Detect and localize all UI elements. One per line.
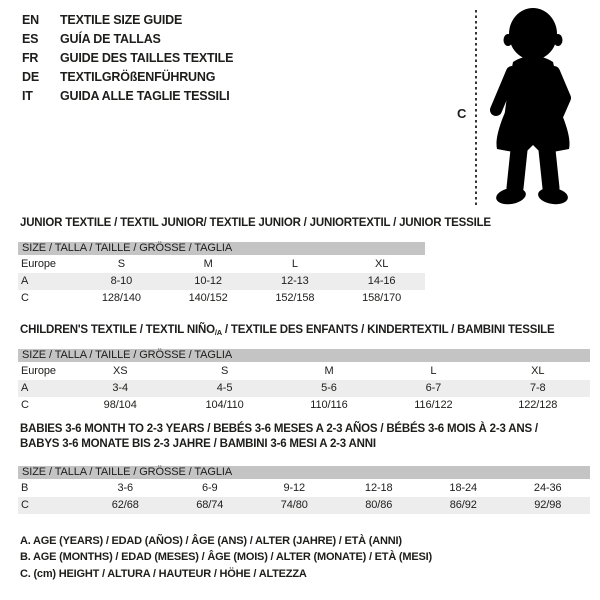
- table-cell: XL: [531, 365, 545, 378]
- table-cell: 3-4: [112, 382, 128, 394]
- table-cell: 86/92: [449, 499, 477, 511]
- table-row: [18, 380, 590, 397]
- table-cell: 9-12: [283, 482, 306, 495]
- table-cell: 5-6: [321, 382, 337, 394]
- language-row-en: [22, 11, 233, 30]
- table-row: [18, 290, 425, 307]
- table-cell: 18-24: [449, 482, 478, 495]
- table-cell: 158/170: [362, 292, 402, 304]
- language-code: EN: [22, 13, 39, 27]
- table-cell: 6-7: [425, 382, 442, 394]
- table-cell: XL: [374, 258, 389, 271]
- children-title-sub: /A: [214, 328, 222, 337]
- table-cell: S: [220, 365, 229, 378]
- table-cell: 12-13: [281, 275, 309, 287]
- size-header-bar: SIZE / TALLA / TAILLE / GRÖSSE / TAGLIA: [18, 466, 590, 480]
- table-row: [18, 363, 590, 380]
- table-row: [18, 273, 425, 290]
- children-title-pre: CHILDREN'S TEXTILE / TEXTIL NIÑO: [20, 324, 215, 336]
- babies-section-title: [20, 422, 538, 452]
- language-code: ES: [22, 32, 39, 46]
- size-header-row: [18, 349, 590, 363]
- language-row-it: [22, 87, 233, 106]
- table-cell: 3-6: [117, 482, 134, 495]
- table-row: [18, 256, 425, 273]
- row-label: A: [21, 275, 29, 287]
- language-code: FR: [22, 51, 39, 65]
- table-cell: 98/104: [103, 399, 137, 411]
- row-label: C: [21, 292, 29, 304]
- row-label: C: [21, 399, 29, 411]
- table-cell: 12-18: [364, 482, 393, 495]
- children-section-title: [20, 323, 554, 340]
- language-code: IT: [22, 89, 33, 103]
- table-cell: 68/74: [196, 499, 224, 511]
- size-header-row: [18, 466, 590, 480]
- language-label: GUIDE DES TAILLES TEXTILE: [60, 51, 234, 65]
- legend-line-b: B. AGE (MONTHS) / EDAD (MESES) / ÂGE (MOIS) / ALTER (MONATE) / ETÀ (MESI): [20, 551, 432, 564]
- table-cell: 104/110: [205, 399, 244, 411]
- table-cell: 140/152: [188, 292, 228, 304]
- language-list: [22, 11, 233, 106]
- babies-title-line1: BABIES 3-6 MONTH TO 2-3 YEARS / BEBÉS 3-6 MESES A 2-3 AÑOS / BÉBÉS 3-6 MOIS À 2-3 ANS /: [20, 423, 538, 435]
- table-cell: M: [324, 365, 334, 378]
- table-cell: XS: [112, 365, 128, 378]
- table-cell: 6-9: [201, 482, 218, 495]
- table-cell: 62/68: [111, 499, 139, 511]
- language-label: GUIDA ALLE TAGLIE TESSILI: [60, 89, 230, 103]
- size-header-bar: SIZE / TALLA / TAILLE / GRÖSSE / TAGLIA: [18, 349, 590, 363]
- language-code: DE: [22, 70, 39, 84]
- row-label: A: [21, 382, 29, 394]
- height-measure-label: C: [457, 106, 467, 121]
- language-row-fr: [22, 49, 233, 68]
- table-cell: 152/158: [275, 292, 315, 304]
- legend-line-c: C. (cm) HEIGHT / ALTURA / HAUTEUR / HÖHE / ALTEZZA: [20, 567, 307, 580]
- junior-size-table: [18, 242, 425, 307]
- table-cell: L: [291, 258, 298, 271]
- measurement-legend: [20, 533, 432, 582]
- table-cell: S: [117, 258, 125, 271]
- row-label: Europe: [21, 365, 56, 378]
- table-cell: 110/116: [310, 399, 348, 411]
- row-label: B: [21, 482, 29, 495]
- babies-size-table: [18, 466, 590, 514]
- language-label: TEXTILE SIZE GUIDE: [60, 13, 183, 27]
- table-cell: 24-36: [533, 482, 562, 495]
- table-cell: 80/86: [365, 499, 393, 511]
- row-label: C: [21, 499, 29, 511]
- junior-section-title: JUNIOR TEXTILE / TEXTIL JUNIOR/ TEXTILE JUNIOR / JUNIORTEXTIL / JUNIOR TESSILE: [20, 217, 491, 229]
- language-label: TEXTILGRÖßENFÜHRUNG: [60, 70, 216, 84]
- language-row-de: [22, 68, 233, 87]
- table-cell: 92/98: [534, 499, 562, 511]
- table-cell: 128/140: [101, 292, 141, 304]
- table-cell: 116/122: [414, 399, 453, 411]
- children-size-table: [18, 349, 590, 414]
- table-cell: 4-5: [216, 382, 233, 394]
- height-dotted-line: [475, 10, 477, 208]
- table-cell: 122/128: [518, 399, 558, 411]
- table-row: [18, 480, 590, 497]
- table-cell: 8-10: [110, 275, 133, 287]
- children-title-post: / TEXTILE DES ENFANTS / KINDERTEXTIL / BAMBINI TESSILE: [221, 324, 555, 336]
- toddler-silhouette-icon: [486, 6, 581, 208]
- table-row: [18, 397, 590, 414]
- language-row-es: [22, 30, 233, 49]
- row-label: Europe: [21, 258, 56, 271]
- table-cell: 14-16: [367, 275, 396, 287]
- table-cell: 74/80: [280, 499, 308, 511]
- babies-title-line2: BABYS 3-6 MONATE BIS 2-3 JAHRE / BAMBINI 3-6 MESI A 2-3 ANNI: [20, 438, 376, 450]
- table-cell: 10-12: [194, 275, 222, 287]
- table-cell: M: [203, 258, 213, 271]
- legend-line-a: A. AGE (YEARS) / EDAD (AÑOS) / ÂGE (ANS) / ALTER (JAHRE) / ETÀ (ANNI): [20, 535, 402, 547]
- language-label: GUÍA DE TALLAS: [60, 32, 161, 46]
- size-header-bar: SIZE / TALLA / TAILLE / GRÖSSE / TAGLIA: [18, 242, 425, 256]
- size-header-row: [18, 242, 425, 256]
- table-cell: 7-8: [529, 382, 546, 394]
- table-cell: L: [430, 365, 437, 378]
- table-row: [18, 497, 590, 514]
